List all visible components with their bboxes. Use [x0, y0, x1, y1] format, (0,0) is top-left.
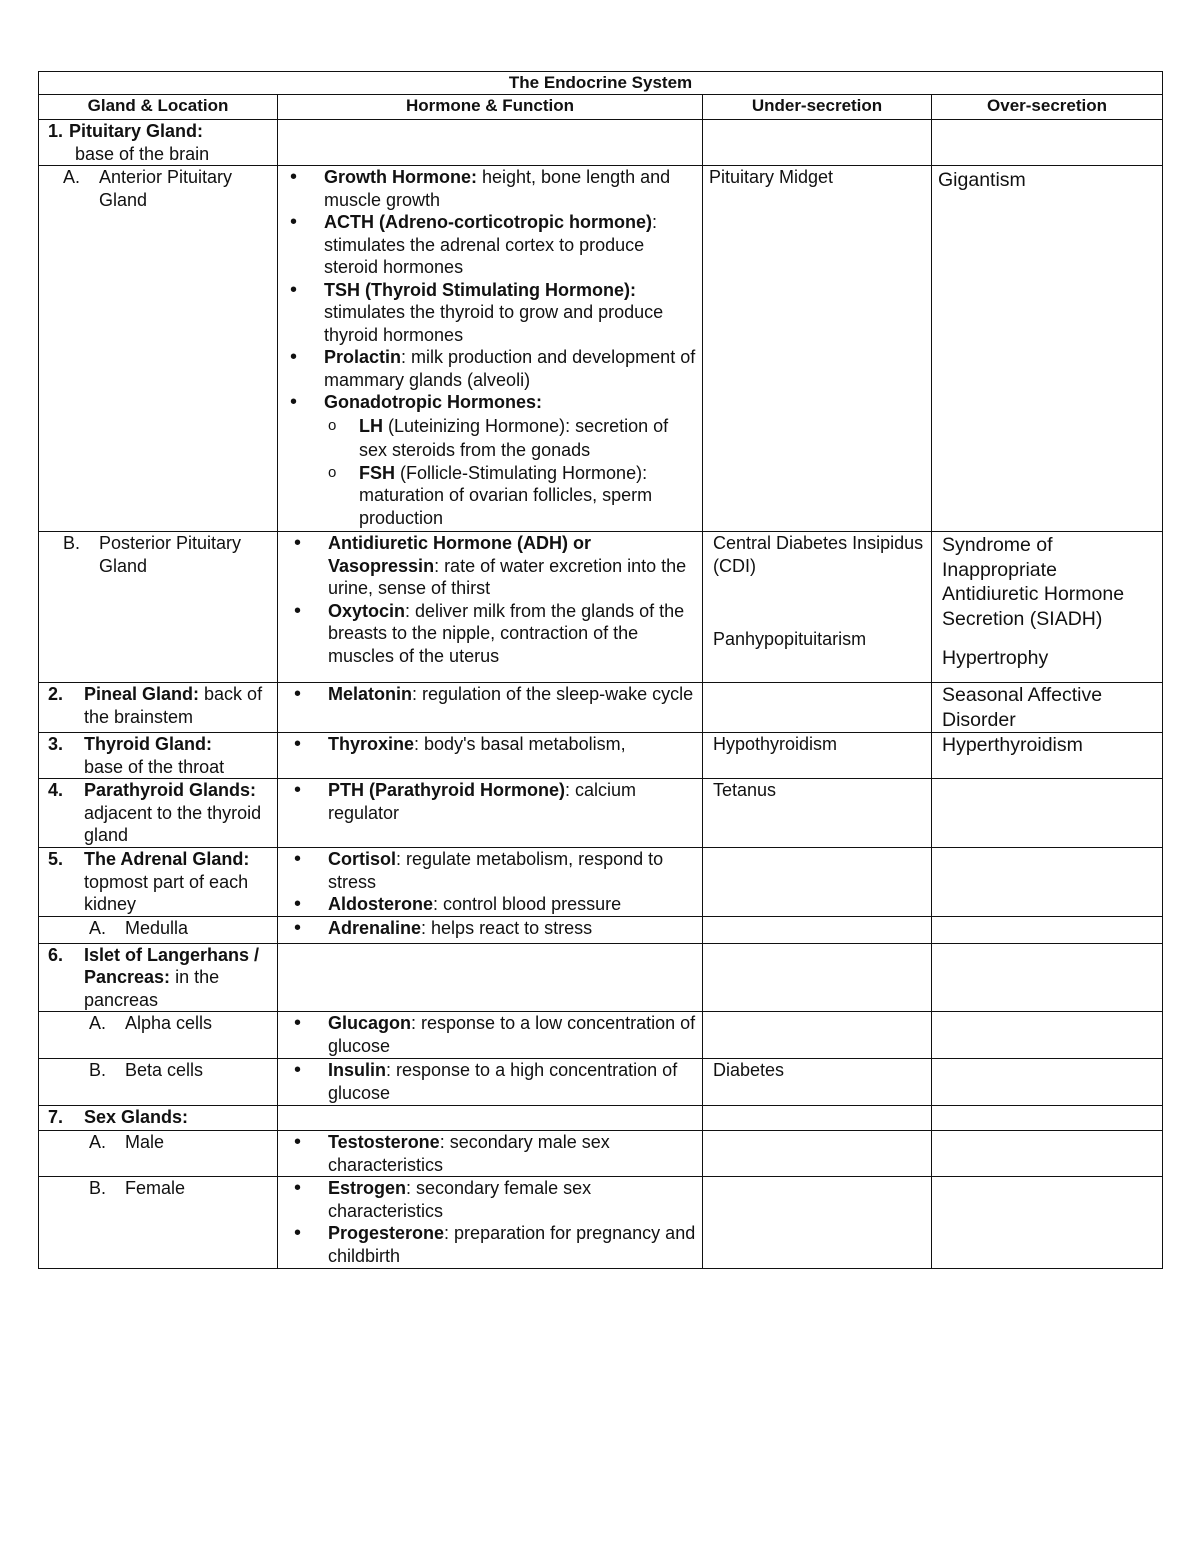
list-item — [284, 391, 696, 529]
table-row — [39, 1106, 1163, 1131]
gland-name: Parathyroid Glands: — [84, 780, 257, 800]
gland-number: 6. — [48, 944, 64, 965]
gland-number: 7. — [48, 1107, 64, 1127]
hormone-cell — [278, 733, 703, 779]
list-item — [284, 683, 696, 706]
under-secretion-cell: Pituitary Midget — [703, 166, 932, 532]
gland-number: 5. — [48, 849, 64, 869]
sub-letter: A. — [63, 167, 81, 187]
table-row — [39, 1059, 1163, 1106]
under-secretion-cell: Hypothyroidism — [703, 733, 932, 779]
gland-location: base of the brain — [75, 143, 210, 164]
list-item — [284, 733, 696, 756]
hormone-name: Cortisol — [328, 849, 397, 869]
gland-cell — [39, 1131, 278, 1177]
list-item — [284, 848, 696, 893]
under-secretion-item: Panhypopituitarism — [713, 629, 867, 649]
list-item — [284, 1131, 696, 1176]
hormone-desc: stimulates the thyroid to grow and produce thyroid hormones — [324, 302, 664, 345]
hormone-cell — [278, 166, 703, 532]
hormone-name: Progesterone — [328, 1223, 445, 1243]
table-row — [39, 1131, 1163, 1177]
sub-letter: B. — [89, 1178, 107, 1198]
sub-gland-name: Anterior Pituitary Gland — [99, 167, 233, 210]
gland-cell — [39, 779, 278, 848]
hormone-cell — [278, 1131, 703, 1177]
hormone-name: Prolactin — [324, 347, 402, 367]
hormone-name: Testosterone — [328, 1132, 440, 1152]
hormone-desc: : preparation for pregnancy and childbirth — [328, 1223, 696, 1266]
hormone-desc: (Follicle-Stimulating Hormone): maturation of ovarian follicles, sperm production — [359, 462, 653, 528]
list-item — [284, 211, 696, 279]
over-secretion-item: Syndrome of Inappropriate Antidiuretic Hormone Secretion (SIADH) — [942, 534, 1125, 630]
header-over-secretion: Over-secretion — [932, 95, 1163, 120]
hormone-name: Growth Hormone: — [324, 167, 477, 187]
sub-letter: A. — [89, 917, 107, 938]
gland-cell — [39, 1059, 278, 1106]
over-secretion-cell: Hyperthyroidism — [932, 733, 1163, 779]
table-row — [39, 779, 1163, 848]
sub-list-item — [324, 414, 696, 462]
list-item — [284, 1177, 696, 1222]
under-secretion-cell — [703, 532, 932, 683]
table-row — [39, 1177, 1163, 1269]
table-row — [39, 120, 1163, 166]
table-row — [39, 848, 1163, 917]
table-row — [39, 916, 1163, 943]
hormone-name: Thyroxine — [328, 734, 415, 754]
hormone-cell — [278, 1012, 703, 1059]
hormone-desc: : secondary female sex characteristics — [328, 1178, 592, 1221]
gland-name: Sex Glands: — [84, 1107, 189, 1127]
gland-location: base of the throat — [84, 756, 225, 777]
sub-gland-name: Alpha cells — [125, 1013, 213, 1033]
hormone-name: Insulin — [328, 1060, 386, 1080]
header-under-secretion: Under-secretion — [703, 95, 932, 120]
header-gland-location: Gland & Location — [39, 95, 278, 120]
hormone-desc: (Luteinizing Hormone): secretion of sex steroids from the gonads — [359, 415, 669, 460]
gland-number: 3. — [48, 734, 64, 754]
hormone-desc: : secondary male sex characteristics — [328, 1132, 610, 1175]
header-hormone-function: Hormone & Function — [278, 95, 703, 120]
hormone-cell — [278, 1059, 703, 1106]
hormone-desc: : regulate metabolism, respond to stress — [328, 849, 664, 892]
hormone-name: LH — [359, 415, 383, 436]
table-row — [39, 532, 1163, 683]
hormone-name: Estrogen — [328, 1178, 407, 1198]
sub-letter: B. — [63, 533, 81, 553]
gland-name: Pineal Gland: — [84, 684, 200, 704]
gland-name: Pituitary Gland: — [69, 121, 204, 141]
list-item — [284, 1012, 696, 1057]
hormone-name: Melatonin — [328, 684, 412, 704]
under-secretion-cell: Diabetes — [703, 1059, 932, 1106]
endocrine-table — [38, 71, 1163, 1269]
hormone-desc: : control blood pressure — [433, 894, 622, 914]
over-secretion-cell — [932, 532, 1163, 683]
gland-cell — [39, 943, 278, 1012]
sub-gland-name: Posterior Pituitary Gland — [99, 533, 242, 576]
hormone-name: Antidiuretic Hormone (ADH) or Vasopressin — [328, 533, 591, 576]
hormone-name: Adrenaline — [328, 917, 422, 938]
hormone-desc: : rate of water excretion into the urine, sense of thirst — [328, 555, 687, 598]
sub-letter: B. — [89, 1060, 107, 1080]
list-item — [284, 1059, 696, 1104]
gland-location: adjacent to the thyroid gland — [84, 802, 262, 845]
gland-cell — [39, 1012, 278, 1059]
table-row — [39, 166, 1163, 532]
over-secretion-cell: Seasonal Affective Disorder — [932, 683, 1163, 733]
gland-number: 2. — [48, 684, 64, 704]
hormone-desc: : calcium regulator — [328, 780, 637, 823]
sub-letter: A. — [89, 1013, 107, 1033]
gland-location: topmost part of each kidney — [84, 871, 249, 914]
hormone-desc: : response to a low concentration of glucose — [328, 1013, 696, 1056]
table-row — [39, 683, 1163, 733]
gland-cell — [39, 916, 278, 943]
list-item — [284, 779, 696, 824]
list-item — [284, 1222, 696, 1267]
hormone-cell — [278, 683, 703, 733]
hormone-cell — [278, 848, 703, 917]
hormone-name: ACTH (Adreno-corticotropic hormone) — [324, 212, 652, 232]
hormone-desc: : body's basal metabolism, — [414, 734, 626, 754]
hormone-name: Aldosterone — [328, 894, 434, 914]
hormone-name: FSH — [359, 462, 395, 483]
gland-location: back of the brainstem — [84, 684, 263, 727]
list-item — [284, 600, 696, 668]
gland-cell — [39, 1177, 278, 1269]
list-item — [284, 166, 696, 211]
table-row — [39, 733, 1163, 779]
sub-gland-name: Female — [125, 1178, 186, 1198]
hormone-cell — [278, 1177, 703, 1269]
list-item — [284, 532, 696, 600]
hormone-desc: : helps react to stress — [421, 917, 593, 938]
hormone-name: Gonadotropic Hormones: — [324, 392, 543, 412]
hormone-cell — [278, 916, 703, 943]
gland-location: in the pancreas — [84, 967, 220, 1010]
list-item — [284, 917, 696, 940]
list-item — [284, 346, 696, 391]
hormone-desc: : response to a high concentration of glucose — [328, 1060, 678, 1103]
hormone-name: PTH (Parathyroid Hormone) — [328, 780, 566, 800]
table-row — [39, 1012, 1163, 1059]
gland-number: 4. — [48, 780, 64, 800]
hormone-desc: : deliver milk from the glands of the breasts to the nipple, contraction of the muscles of the uterus — [328, 600, 685, 666]
hormone-desc: height, bone length and muscle growth — [324, 167, 671, 210]
hormone-desc: : milk production and development of mammary glands (alveoli) — [324, 347, 696, 390]
sub-list-item — [324, 462, 696, 530]
gland-name: The Adrenal Gland: — [84, 849, 250, 869]
under-secretion-cell: Tetanus — [703, 779, 932, 848]
hormone-name: Glucagon — [328, 1013, 412, 1033]
table-title: The Endocrine System — [39, 72, 1163, 95]
sub-gland-name: Medulla — [125, 917, 189, 938]
gland-cell — [39, 683, 278, 733]
sub-gland-name: Beta cells — [125, 1060, 204, 1080]
hormone-name: TSH (Thyroid Stimulating Hormone): — [324, 279, 636, 300]
hormone-cell — [278, 532, 703, 683]
sub-letter: A. — [89, 1132, 107, 1152]
gland-number: 1. — [48, 121, 64, 141]
gland-cell — [39, 1106, 278, 1131]
under-secretion-item: Central Diabetes Insipidus (CDI) — [713, 533, 924, 576]
gland-cell — [39, 166, 278, 532]
gland-cell — [39, 848, 278, 917]
gland-name: Thyroid Gland: — [84, 734, 212, 754]
list-item — [284, 279, 696, 347]
sub-gland-name: Male — [125, 1132, 165, 1152]
hormone-desc: : regulation of the sleep-wake cycle — [412, 684, 694, 704]
hormone-desc: : stimulates the adrenal cortex to produce steroid hormones — [324, 212, 658, 277]
hormone-name: Oxytocin — [328, 600, 406, 621]
table-row — [39, 943, 1163, 1012]
gland-cell — [39, 532, 278, 683]
list-item — [284, 893, 696, 916]
over-secretion-cell: Gigantism — [932, 166, 1163, 532]
gland-name: Islet of Langerhans / Pancreas: — [84, 944, 260, 987]
over-secretion-item: Hypertrophy — [942, 647, 1049, 669]
gland-cell — [39, 120, 278, 166]
gland-cell — [39, 733, 278, 779]
hormone-cell — [278, 779, 703, 848]
